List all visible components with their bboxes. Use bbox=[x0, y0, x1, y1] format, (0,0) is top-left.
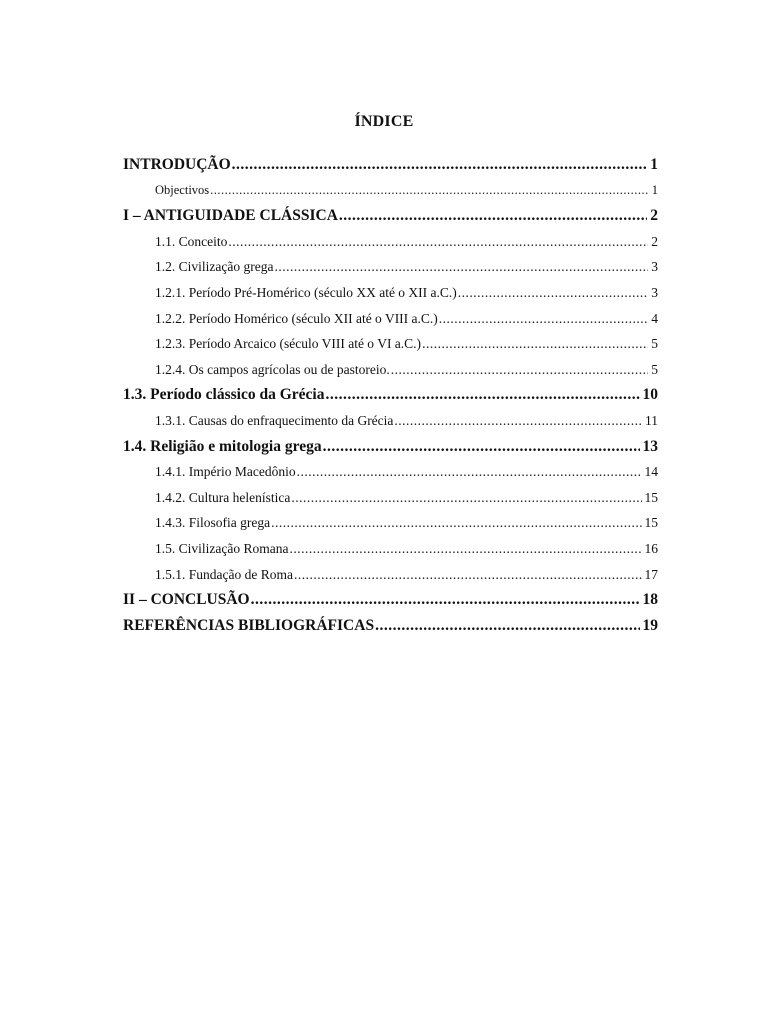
toc-subsection-entry bbox=[123, 306, 658, 332]
toc-page-number: 2 bbox=[651, 233, 658, 249]
toc-page-number: 16 bbox=[644, 540, 658, 556]
toc-subsection-entry bbox=[123, 178, 658, 204]
toc-section-entry bbox=[123, 587, 658, 613]
toc-dot-leader bbox=[271, 510, 641, 536]
toc-subsection-entry bbox=[123, 357, 658, 383]
toc-page-number: 5 bbox=[651, 361, 658, 377]
toc-entry-label: 1.3. Período clássico da Grécia bbox=[123, 386, 325, 404]
toc-entry-label: 1.2. Civilização grega bbox=[155, 259, 274, 275]
toc-page-number: 1 bbox=[651, 182, 658, 197]
toc-dot-leader bbox=[232, 152, 648, 178]
toc-page-number: 5 bbox=[651, 336, 658, 352]
toc-dot-leader bbox=[297, 459, 642, 485]
toc-dot-leader bbox=[391, 357, 649, 383]
toc-page-number: 2 bbox=[650, 207, 658, 225]
toc-dot-leader bbox=[294, 562, 642, 588]
toc-entry-label: 1.4. Religião e mitologia grega bbox=[123, 437, 322, 455]
toc-subsection-entry bbox=[123, 459, 658, 485]
toc-entry-label: I – ANTIGUIDADE CLÁSSICA bbox=[123, 207, 338, 225]
toc-entry-label: 1.2.1. Período Pré-Homérico (século XX até o XII a.C.) bbox=[155, 284, 457, 300]
toc-entry-label: INTRODUÇÃO bbox=[123, 156, 231, 173]
toc-subsection-entry bbox=[123, 408, 658, 434]
toc-page-number: 14 bbox=[644, 464, 658, 480]
toc-dot-leader bbox=[323, 434, 640, 460]
toc-subsection-entry bbox=[123, 485, 658, 511]
toc-entry-label: 1.1. Conceito bbox=[155, 233, 228, 249]
toc-dot-leader bbox=[251, 587, 640, 613]
toc-dot-leader bbox=[339, 203, 647, 229]
toc-entry-label: 1.2.2. Período Homérico (século XII até o VIII a.C.) bbox=[155, 310, 438, 326]
toc-entry-label: 1.4.3. Filosofia grega bbox=[155, 515, 271, 531]
toc-page-number: 15 bbox=[644, 515, 658, 531]
toc-dot-leader bbox=[375, 613, 639, 639]
toc-section-entry bbox=[123, 382, 658, 408]
toc-subsection-entry bbox=[123, 562, 658, 588]
toc-entry-label: 1.3.1. Causas do enfraquecimento da Grécia bbox=[155, 412, 394, 428]
toc-page-number: 18 bbox=[642, 591, 658, 609]
toc-entry-label: Objectivos bbox=[155, 182, 210, 197]
toc-dot-leader bbox=[289, 536, 641, 562]
toc-subsection-entry bbox=[123, 254, 658, 280]
page-title: ÍNDICE bbox=[354, 113, 414, 130]
toc-section-entry bbox=[123, 152, 658, 178]
toc-dot-leader bbox=[439, 306, 648, 332]
toc-dot-leader bbox=[210, 178, 649, 204]
toc-page-number: 11 bbox=[645, 412, 658, 428]
toc-dot-leader bbox=[228, 229, 648, 255]
toc-page-number: 3 bbox=[651, 259, 658, 275]
toc-dot-leader bbox=[458, 280, 648, 306]
toc-entry-label: 1.4.1. Império Macedônio bbox=[155, 464, 296, 480]
toc-entry-label: 1.4.2. Cultura helenística bbox=[155, 489, 291, 505]
toc-subsection-entry bbox=[123, 229, 658, 255]
toc-dot-leader bbox=[394, 408, 642, 434]
toc-page-number: 1 bbox=[650, 156, 658, 173]
toc-entry-label: 1.5.1. Fundação de Roma bbox=[155, 566, 293, 582]
toc-section-entry bbox=[123, 203, 658, 229]
toc-section-entry bbox=[123, 613, 658, 639]
toc-page-number: 10 bbox=[642, 386, 658, 404]
toc-entry-label: 1.5. Civilização Romana bbox=[155, 540, 289, 556]
toc-dot-leader bbox=[274, 254, 648, 280]
toc-subsection-entry bbox=[123, 280, 658, 306]
toc-dot-leader bbox=[422, 331, 648, 357]
toc-entry-label: II – CONCLUSÃO bbox=[123, 591, 250, 609]
toc-page-number: 19 bbox=[642, 616, 658, 634]
toc-entry-label: REFERÊNCIAS BIBLIOGRÁFICAS bbox=[123, 616, 375, 634]
toc-subsection-entry bbox=[123, 510, 658, 536]
toc-page-number: 15 bbox=[644, 489, 658, 505]
toc-page-number: 13 bbox=[642, 437, 658, 455]
toc-dot-leader bbox=[291, 485, 641, 511]
table-of-contents bbox=[123, 152, 658, 638]
toc-subsection-entry bbox=[123, 536, 658, 562]
toc-page-number: 3 bbox=[651, 284, 658, 300]
toc-entry-label: 1.2.4. Os campos agrícolas ou de pastoreio. bbox=[155, 361, 390, 377]
toc-subsection-entry bbox=[123, 331, 658, 357]
toc-dot-leader bbox=[325, 382, 639, 408]
toc-section-entry bbox=[123, 434, 658, 460]
toc-page-number: 17 bbox=[644, 566, 658, 582]
toc-page-number: 4 bbox=[651, 310, 658, 326]
toc-entry-label: 1.2.3. Período Arcaico (século VIII até o VI a.C.) bbox=[155, 336, 422, 352]
